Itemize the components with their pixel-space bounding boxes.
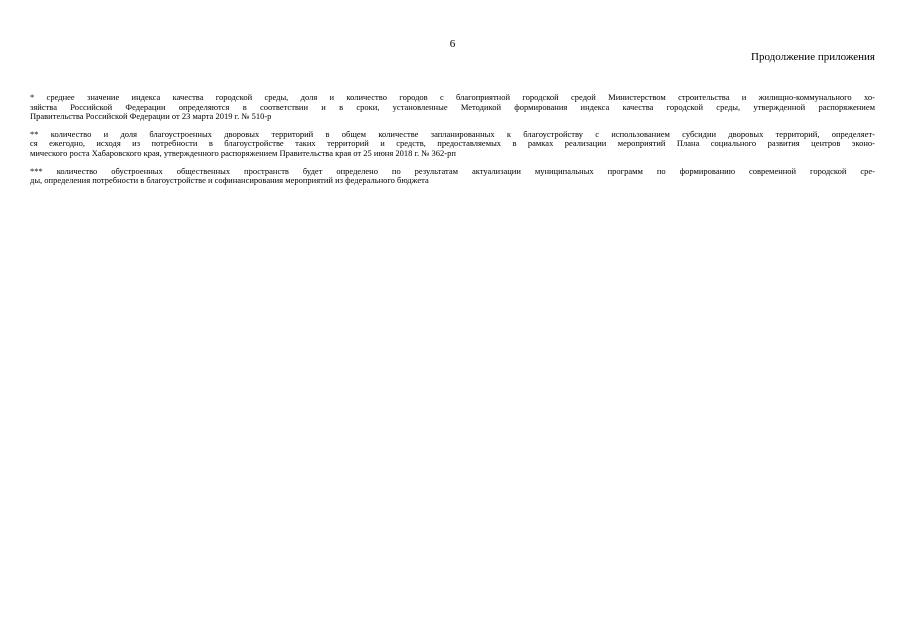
footnote-line: ** количество и доля благоустроенных дворовых территорий в общем количестве запланированных к благоустройству с использованием субсидии дворовых территорий, определяет- xyxy=(30,128,875,139)
footnote-line: ды, определения потребности в благоустройстве и софинансирования мероприятий из федерального бюджета xyxy=(30,175,429,186)
footnote-1 xyxy=(30,93,875,122)
footnote-line: Правительства Российской Федерации от 23 марта 2019 г. № 510-р xyxy=(30,111,272,122)
page-number: 6 xyxy=(449,38,456,50)
footnote-line: мического роста Хабаровского края, утвержденного распоряжением Правительства края от 25 июня 2018 г. № 362-рп xyxy=(30,147,456,158)
footnotes xyxy=(30,93,875,194)
footnote-line: зяйства Российской Федерации определяются в соответствии и в сроки, установленные Методикой формирования индекса качества городской среды, утвержденной распоряжением xyxy=(30,101,875,112)
footnote-line: ся ежегодно, исходя из потребности в благоустройстве таких территорий и средств, предоставляемых в рамках реализации мероприятий Плана социального развития центров эконо- xyxy=(30,138,875,149)
footnote-line: *** количество обустроенных общественных пространств будет определено по результатам актуализации муниципальных программ по формированию современной городской сре- xyxy=(30,165,875,176)
footnote-line: * среднее значение индекса качества городской среды, доля и количество городов с благоприятной городской средой Министерством строительства и жилищно-коммунального хо- xyxy=(30,92,875,102)
footnote-2 xyxy=(30,130,875,159)
continuation-label: Продолжение приложения xyxy=(751,51,875,63)
footnote-3 xyxy=(30,167,875,186)
